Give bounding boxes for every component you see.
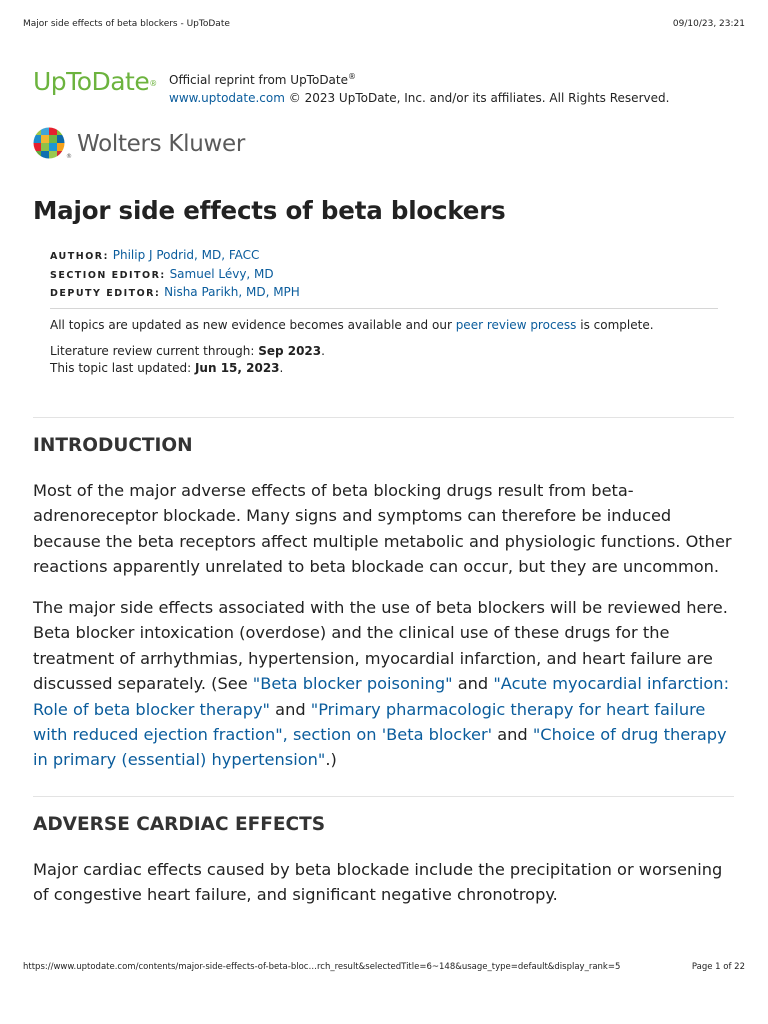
intro-paragraph-1: Most of the major adverse effects of beta blocking drugs result from beta-adrenoreceptor blockade. Many signs and symptoms can therefore be induced because the beta receptors affect multiple metabolic and physiologic functions. Other reactions apparently unrelated to beta blockade can occur, but they are uncommon. <box>33 481 732 577</box>
review-dates: Literature review current through: Sep 2023. This topic last updated: Jun 15, 2023. <box>50 344 325 375</box>
notice-text-pre: All topics are updated as new evidence becomes available and our <box>50 318 456 332</box>
section-divider <box>33 417 734 418</box>
print-footer <box>23 962 745 972</box>
wolters-kluwer-name: Wolters Kluwer <box>77 131 246 157</box>
peer-review-link[interactable]: peer review process <box>455 318 577 332</box>
intro-paragraph-2 <box>33 595 738 773</box>
and-text: and <box>492 725 533 745</box>
cardiac-paragraph-1: Major cardiac effects caused by beta blockade include the precipitation or worsening of congestive heart failure, and significant negative chronotropy. <box>33 860 723 905</box>
page-title: Major side effects of beta blockers <box>33 196 506 225</box>
uptodate-logo-mark: ® <box>149 79 157 88</box>
wolters-kluwer-logo <box>33 127 245 161</box>
wolters-kluwer-globe-icon <box>33 127 71 161</box>
hypertension-drug-choice-link[interactable]: "Choice of drug therapy in primary (essential) hypertension" <box>33 725 727 770</box>
author-label: AUTHOR: <box>50 251 109 262</box>
and-text: and <box>452 674 494 694</box>
wolters-kluwer-mark: ® <box>66 153 72 160</box>
adverse-cardiac-heading: ADVERSE CARDIAC EFFECTS <box>33 814 326 835</box>
and-text: and <box>270 699 311 719</box>
section-editor-link[interactable]: Samuel Lévy, MD <box>169 266 274 281</box>
author-link[interactable]: Philip J Podrid, MD, FACC <box>112 248 260 262</box>
uptodate-logo[interactable] <box>33 67 169 107</box>
introduction-heading: INTRODUCTION <box>33 435 193 456</box>
update-notice <box>50 317 654 334</box>
print-header <box>23 19 745 29</box>
last-updated-label: This topic last updated: <box>50 361 195 375</box>
acute-mi-beta-blocker-link[interactable]: "Acute myocardial infarction: Role of beta blocker therapy" <box>33 674 730 719</box>
section-editor-label: SECTION EDITOR: <box>50 269 166 281</box>
paren-close: .) <box>325 750 337 770</box>
reprint-line: Official reprint from UpToDate <box>169 73 348 87</box>
lit-review-label: Literature review current through: <box>50 344 259 358</box>
print-page-title: Major side effects of beta blockers - UpToDate <box>23 19 230 29</box>
reprint-notice <box>169 68 669 107</box>
website-link[interactable]: www.uptodate.com <box>169 91 285 105</box>
print-datetime: 09/10/23, 23:21 <box>672 19 745 29</box>
section-divider <box>33 796 734 797</box>
intro-p2-text: The major side effects associated with the use of beta blockers will be reviewed here. Beta blocker intoxication (overdose) and the clinical use of these drugs for the treatment of arrhythmias, hypertension, myocardial infarction, and heart failure are discussed separately. (See <box>33 598 728 694</box>
notice-text-post: is complete. <box>576 318 654 332</box>
page-number: Page 1 of 22 <box>691 962 745 972</box>
uptodate-logo-text: UpToDate <box>33 67 150 96</box>
divider <box>50 308 718 309</box>
heart-failure-therapy-link[interactable]: "Primary pharmacologic therapy for heart failure with reduced ejection fraction", section on 'Beta blocker' <box>33 699 706 745</box>
deputy-editor-link[interactable]: Nisha Parikh, MD, MPH <box>164 285 300 299</box>
last-updated-date: Jun 15, 2023 <box>194 361 280 375</box>
beta-blocker-poisoning-link[interactable]: "Beta blocker poisoning" <box>252 674 453 694</box>
reprint-mark: ® <box>348 72 356 81</box>
brand-row <box>33 67 669 107</box>
deputy-editor-label: DEPUTY EDITOR: <box>50 288 161 299</box>
copyright-text: © 2023 UpToDate, Inc. and/or its affiliates. All Rights Reserved. <box>284 91 670 105</box>
print-url: https://www.uptodate.com/contents/major-side-effects-of-beta-bloc…rch_result&selectedTitle=6~148&usage_type=default&display_rank=5 <box>23 962 621 972</box>
article-credits <box>50 247 300 303</box>
lit-review-date: Sep 2023 <box>258 344 322 358</box>
